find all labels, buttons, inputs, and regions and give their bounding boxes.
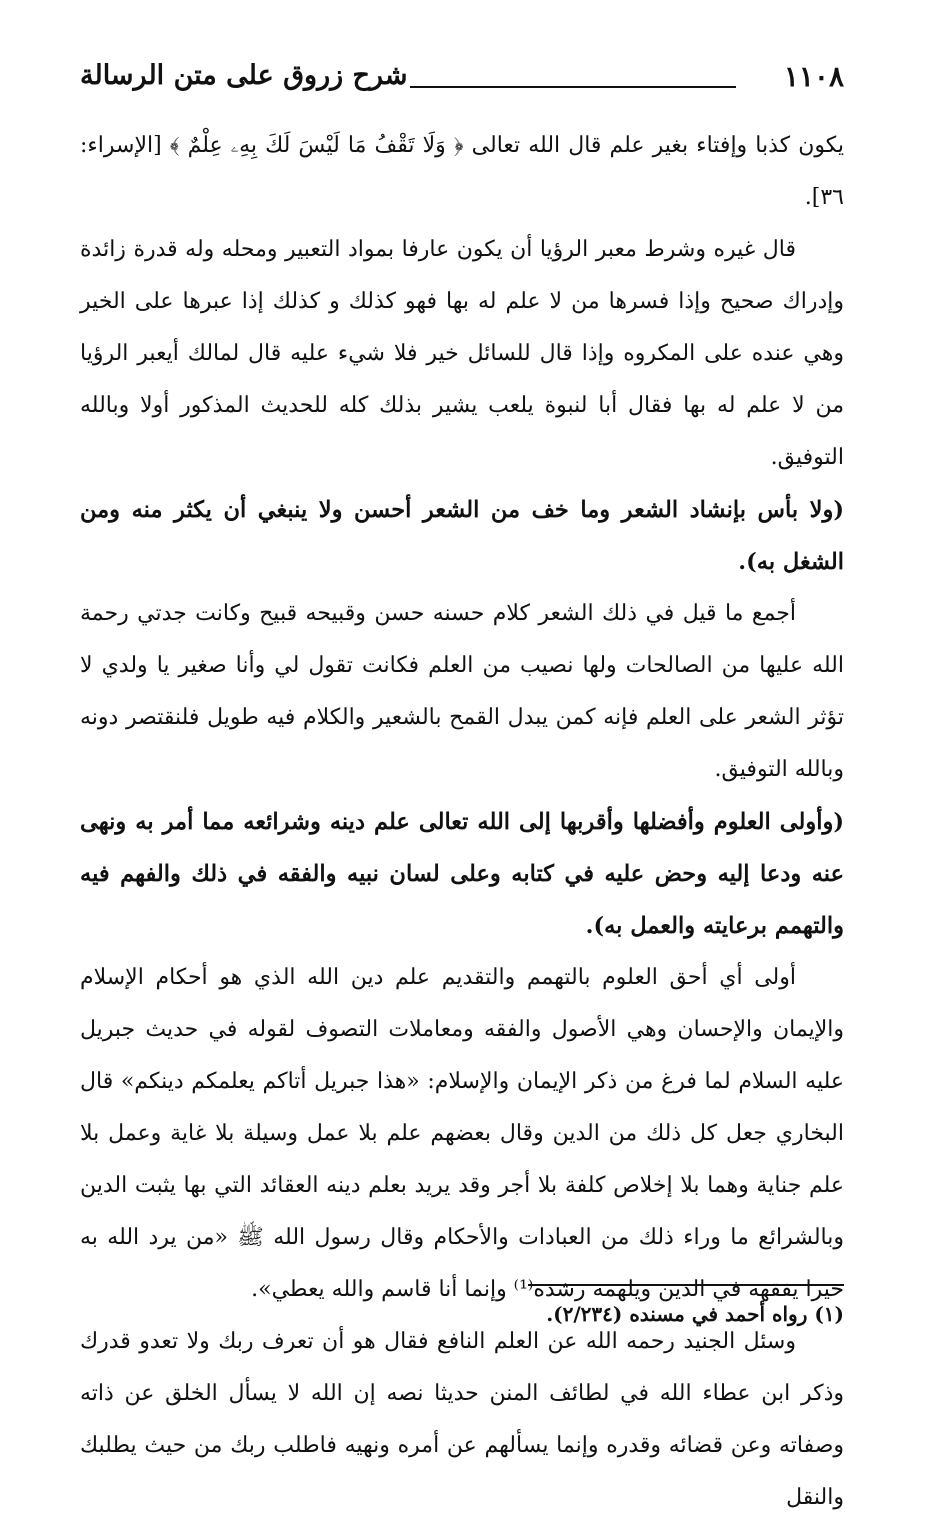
page-header: [80, 58, 844, 102]
paragraph: وسئل الجنيد رحمه الله عن العلم النافع فقال هو أن تعرف ربك ولا تعدو قدرك وذكر ابن عطاء الله في لطائف المنن حديثا نصه إن الله لا يسأل الخلق عن ذاته وصفاته وعن قضائه وقدره وإنما يسألهم عن أمره ونهيه فاطلب ربك من حيث يطلبك والنقل: [80, 1329, 844, 1510]
matn-paragraph: (وأولى العلوم وأفضلها وأقربها إلى الله تعالى علم دينه وشرائعه مما أمر به ونهى عنه ودعا إليه وحض عليه في كتابه وعلى لسان نبيه والفقه في ذلك والفهم فيه والتهمم برعايته والعمل به).: [80, 809, 844, 939]
paragraph: يكون كذبا وإفتاء بغير علم قال الله تعالى ﴿ وَلَا تَقْفُ مَا لَيْسَ لَكَ بِهِۦ عِلْمٌ ﴾ [الإسراء: ٣٦].: [80, 133, 844, 210]
paragraph: أجمع ما قيل في ذلك الشعر كلام حسنه حسن وقبيحه قبيح وكانت جدتي رحمة الله عليها من الصالحات ولها نصيب من العلم فكانت تقول لي وأنا صغير يا ولدي لا تؤثر الشعر على العلم فإنه كمن يبدل القمح بالشعير والكلام فيه طويل فلنقتصر دونه وبالله التوفيق.: [80, 601, 844, 782]
page-number: ١١٠٨: [783, 60, 844, 93]
running-title: شرح زروق على متن الرسالة: [80, 60, 408, 91]
matn-paragraph: (ولا بأس بإنشاد الشعر وما خف من الشعر أحسن ولا ينبغي أن يكثر منه ومن الشغل به).: [80, 497, 844, 575]
footnote: (١) رواه أحمد في مسنده (٢/٢٣٤).: [546, 1302, 844, 1326]
footnote-rule: [528, 1284, 844, 1286]
paragraph: قال غيره وشرط معبر الرؤيا أن يكون عارفا بمواد التعبير ومحله وله قدرة زائدة وإدراك صحيح وإذا فسرها من لا علم له بها فهو كذلك و كذلك إذا عبرها على الخير وهي عنده على المكروه وإذا قال للسائل خير فلا شيء عليه قال لمالك أيعبر الرؤيا من لا علم له بها فقال أبا لنبوة يلعب يشير بذلك كله للحديث المذكور أولا وبالله التوفيق.: [80, 237, 844, 470]
header-rule: [410, 86, 736, 88]
paragraph: أولى أي أحق العلوم بالتهمم والتقديم علم دين الله الذي هو أحكام الإسلام والإيمان والإحسان وهي الأصول والفقه ومعاملات التصوف لقوله في حديث جبريل عليه السلام لما فرغ من ذكر الإيمان والإسلام: «هذا جبريل أتاكم يعلمكم دينكم» قال البخاري جعل كل ذلك من الدين وقال بعضهم علم بلا عمل وسيلة بلا غاية وعمل بلا علم جناية وهما بلا إخلاص كلفة بلا أجر وقد يريد بعلم دينه العقائد التي بها يثبت الدين وبالشرائع ما وراء ذلك من العبادات والأحكام وقال رسول الله ﷺ «من يرد الله به خيرا يفقهه في الدين ويلهمه رشده⁽¹⁾ وإنما أنا قاسم والله يعطي».: [80, 965, 844, 1302]
